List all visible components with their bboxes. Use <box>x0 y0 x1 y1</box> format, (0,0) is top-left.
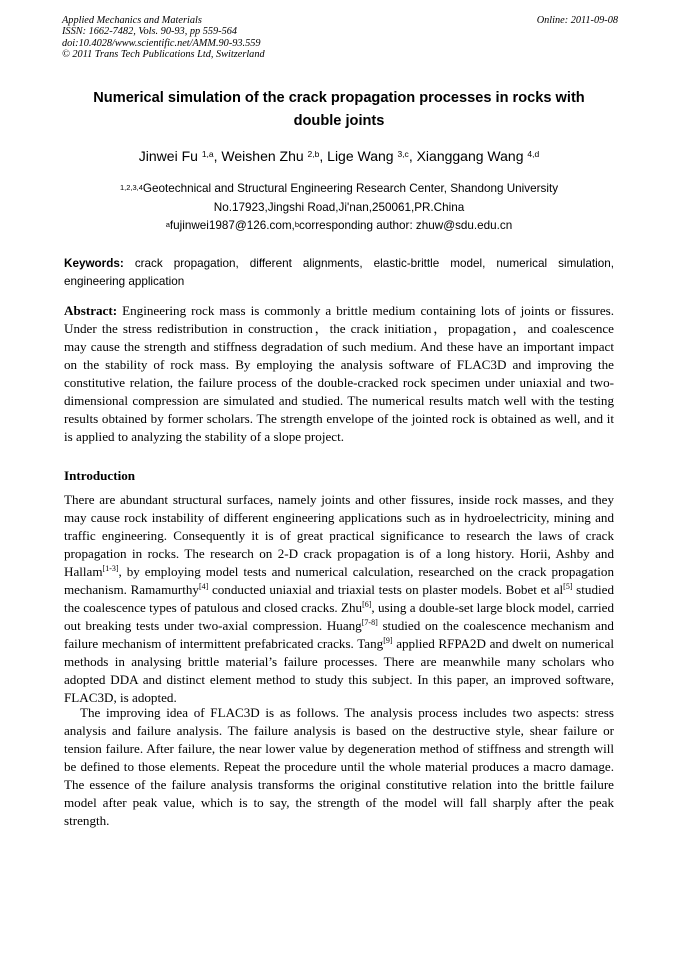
introduction-paragraph-2: The improving idea of FLAC3D is as follows. The analysis process includes two aspects: stress analysis and failure analysis. The failure analysis is based on the destructive style, shear failure or tension failure. After failure, the near lower value by degeneration method of stiffness and strength will be defined to those elements. Repeat the procedure until the whole material produces a macro damage. The essence of the failure analysis transforms the original constitutive relation into the brittle failure model after peak value, which is to say, the strength of the model will fall sharply after the peak strength. <box>64 705 614 828</box>
author-affiliation-mark: 3,c <box>397 149 409 159</box>
keywords-label: Keywords: <box>64 257 124 270</box>
author-affiliation-mark: 4,d <box>527 149 540 159</box>
paragraph-text: studied on the coalescence mechanism and failure mechanism of intermittent prefabricated cracks. Tang <box>64 618 614 651</box>
affiliation-block <box>50 180 628 236</box>
paragraph-text: studied the coalescence types of patulous and closed cracks. Zhu <box>64 582 614 615</box>
paragraph-text: conducted uniaxial and triaxial tests on plaster models. Bobet et al <box>208 582 564 597</box>
keywords-section <box>64 255 614 291</box>
title-line-2: double joints <box>293 113 385 129</box>
introduction-heading: Introduction <box>64 468 136 483</box>
paper-title <box>50 87 628 133</box>
citation-ref: [1-3] <box>102 564 119 573</box>
introduction-paragraph-1 <box>64 491 614 707</box>
citation-ref: [9] <box>383 636 393 645</box>
paragraph-text: applied RFPA2D and dwelt on numerical methods in analysing brittle material’s failure processes. There are meanwhile many scholars who adopted DDA and distinct element method to study this subject. In this paper, an improved software, FLAC3D, is adopted. <box>64 636 614 705</box>
citation-ref: [6] <box>362 600 372 609</box>
email-b: corresponding author: zhuw@sdu.edu.cn <box>298 219 513 232</box>
author-name: Jinwei Fu <box>138 148 198 164</box>
abstract-text: Engineering rock mass is commonly a brittle medium containing lots of joints or fissures. Under the stress redistribution in construction，the crack initiation，propagation，and coalescence may cause the strength and stiffness degradation of such medium. And these have an important impact on the stability of rock mass. By employing the analysis software of FLAC3D and improving the constitutive relation, the failure process of the double-cracked rock specimen under uniaxial and two-dimensional compression are simulated and studied. The numerical results match well with the testing results obtained by former scholars. The strength envelope of the jointed rock is obtained as well, and it is applied to analyzing the stability of a slope project. <box>64 303 614 444</box>
author-affiliation-mark: 2,b <box>307 149 320 159</box>
issn-line: ISSN: 1662-7482, Vols. 90-93, pp 559-564 <box>62 26 238 38</box>
doi-line: doi:10.4028/www.scientific.net/AMM.90-93.559 <box>62 37 261 49</box>
author-affiliation-mark: 1,a <box>201 149 214 159</box>
affiliation-address: No.17923,Jingshi Road,Ji'nan,250061,PR.China <box>213 200 465 214</box>
abstract-section <box>64 302 614 446</box>
keywords-text: crack propagation, different alignments, elastic-brittle model, numerical simulation, engineering application <box>64 257 614 288</box>
author-name: Lige Wang <box>327 148 394 164</box>
abstract-label: Abstract: <box>64 303 118 318</box>
author-name: Xianggang Wang <box>416 148 524 164</box>
paragraph-text: There are abundant structural surfaces, namely joints and other fissures, inside rock masses, and they may cause rock instability of different engineering applications such as in hydroelectricity, mining and traffic engineering. Consequently it is of great practical significance to research the laws of crack propagation in rocks. The research on 2-D crack propagation is of a long history. Horii, Ashby and Hallam <box>64 492 614 579</box>
author-separator: , <box>408 148 417 164</box>
email-mark-a: a <box>165 220 170 229</box>
email-a: fujinwei1987@126.com, <box>169 219 295 232</box>
affiliation-mark: 1,2,3,4 <box>119 183 143 192</box>
online-date: Online: 2011-09-08 <box>536 15 618 26</box>
author-name: Weishen Zhu <box>221 148 304 164</box>
affiliation-line-1 <box>50 180 628 199</box>
author-separator: , <box>319 148 328 164</box>
paragraph-text: , by employing model tests and numerical calculation, researched on the crack propagation mechanism. Ramamurthy <box>64 564 614 597</box>
copyright-line: © 2011 Trans Tech Publications Ltd, Switzerland <box>62 49 265 61</box>
title-line-1: Numerical simulation of the crack propagation processes in rocks with <box>93 90 585 106</box>
author-list <box>50 146 628 166</box>
author-separator: , <box>213 148 222 164</box>
email-mark-b: b <box>294 220 299 229</box>
paragraph-text: , using a double-set large block model, carried out breaking tests under two-axial compression. Huang <box>64 600 614 633</box>
citation-ref: [5] <box>563 582 573 591</box>
affiliation-institution: Geotechnical and Structural Engineering Research Center, Shandong University <box>142 182 559 195</box>
journal-header <box>62 15 618 61</box>
affiliation-emails <box>50 217 628 236</box>
citation-ref: [7-8] <box>361 618 378 627</box>
journal-name: Applied Mechanics and Materials <box>62 15 202 26</box>
citation-ref: [4] <box>198 582 209 591</box>
